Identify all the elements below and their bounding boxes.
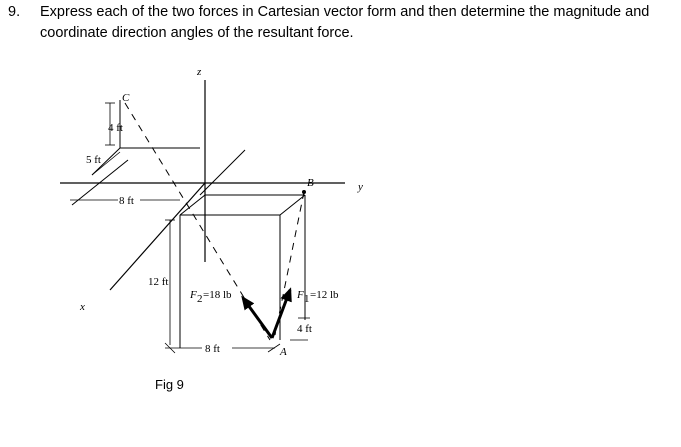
f1-value: =12 lb (310, 289, 339, 301)
f1-subscript: 1 (304, 293, 310, 305)
dim-4ft-right-label: 4 ft (297, 323, 312, 335)
f1-label (296, 289, 339, 305)
y-axis-label: y (358, 181, 363, 193)
force-line-b-to-a (275, 192, 304, 335)
dim-8ft-left-label: 8 ft (119, 195, 134, 207)
point-b-marker (302, 190, 306, 194)
f2-subscript: 2 (197, 293, 203, 305)
f2-value: =18 lb (203, 289, 232, 301)
x-axis-label: x (80, 301, 85, 313)
problem-number: 9. (8, 4, 21, 20)
point-c-label: C (122, 92, 130, 104)
f2-symbol: F (190, 289, 197, 301)
figure-caption: Fig 9 (155, 377, 184, 392)
dim-8ft-bottom-label: 8 ft (205, 343, 220, 355)
top-plane-line (200, 150, 245, 195)
dim-4ft-top-label: 4 ft (108, 122, 123, 134)
dim-5ft-label: 5 ft (86, 154, 101, 166)
problem-text: Express each of the two forces in Cartesian vector form and then determine the magnitude and coordinate direction angles of the resultant force. (40, 4, 650, 41)
f1-symbol: F (297, 289, 304, 301)
point-b-label: B (307, 177, 314, 189)
dim-12ft-label: 12 ft (148, 276, 169, 288)
box-top-left (180, 195, 205, 215)
f2-arrow (243, 298, 272, 338)
point-a-label: A (280, 346, 287, 358)
f1-arrow (272, 290, 290, 338)
f2-label (189, 289, 232, 305)
z-axis-label: z (197, 66, 202, 78)
